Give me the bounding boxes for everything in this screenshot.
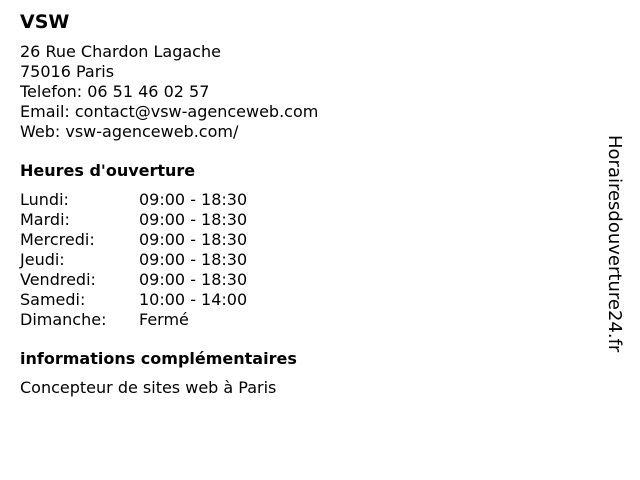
street-address: 26 Rue Chardon Lagache [20, 42, 221, 61]
hours-row [20, 230, 247, 250]
day-label: Vendredi: [20, 270, 96, 289]
company-name: VSW [20, 11, 70, 33]
site-watermark: Horairesdouverture24.fr [604, 135, 625, 353]
day-label: Dimanche: [20, 310, 107, 329]
opening-hours-table [20, 190, 247, 330]
email-line: Email: contact@vsw-agenceweb.com [20, 102, 319, 121]
day-hours: 09:00 - 18:30 [139, 270, 248, 289]
day-label: Jeudi: [20, 250, 65, 269]
day-label: Mardi: [20, 210, 70, 229]
additional-info-heading: informations complémentaires [20, 349, 297, 368]
business-card [20, 10, 590, 398]
day-label: Lundi: [20, 190, 69, 209]
hours-row [20, 190, 247, 210]
additional-info-text: Concepteur de sites web à Paris [20, 378, 277, 397]
day-hours: 09:00 - 18:30 [139, 190, 248, 209]
day-hours: 09:00 - 18:30 [139, 210, 248, 229]
day-hours: 10:00 - 14:00 [139, 290, 248, 309]
day-label: Mercredi: [20, 230, 95, 249]
hours-row [20, 270, 247, 290]
hours-row [20, 310, 247, 330]
website-line: Web: vsw-agenceweb.com/ [20, 122, 239, 141]
day-hours: 09:00 - 18:30 [139, 250, 248, 269]
opening-hours-heading: Heures d'ouverture [20, 161, 196, 180]
city-postcode: 75016 Paris [20, 62, 115, 81]
hours-row [20, 290, 247, 310]
hours-row [20, 250, 247, 270]
day-hours: 09:00 - 18:30 [139, 230, 248, 249]
phone-line: Telefon: 06 51 46 02 57 [20, 82, 210, 101]
day-label: Samedi: [20, 290, 86, 309]
day-hours: Fermé [139, 310, 189, 329]
contact-block [20, 42, 590, 142]
hours-row [20, 210, 247, 230]
